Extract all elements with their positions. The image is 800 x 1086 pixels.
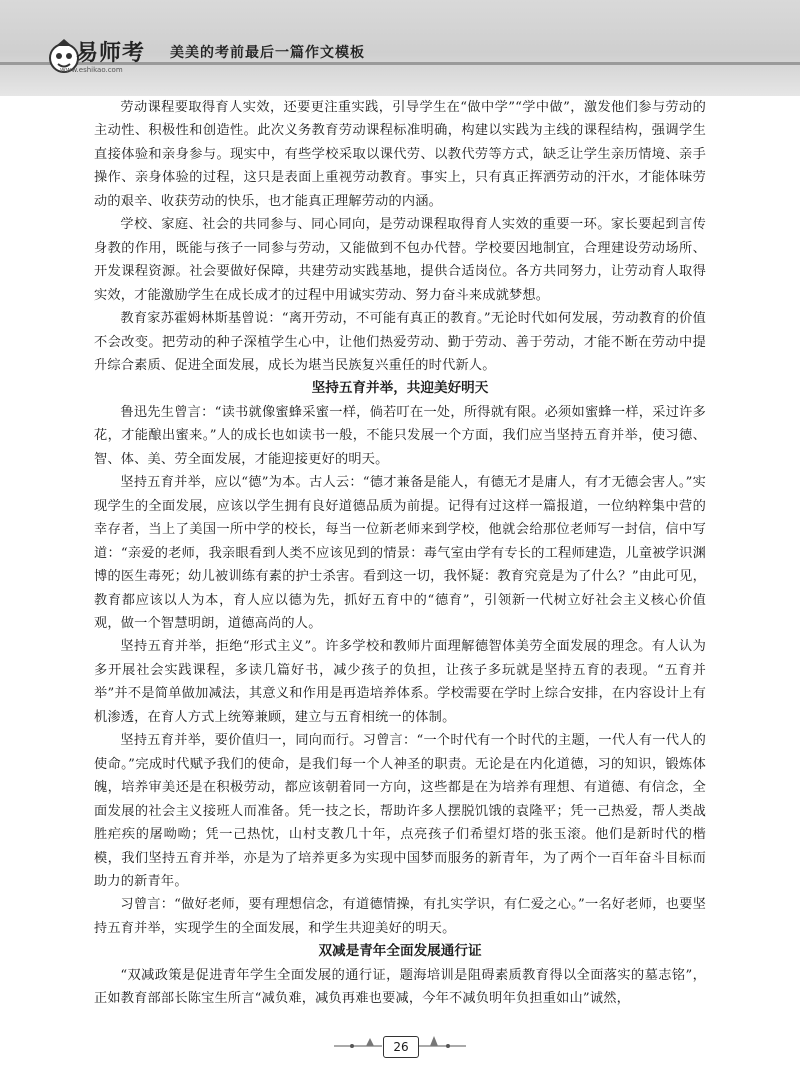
header-title: 美美的考前最后一篇作文模板	[170, 45, 365, 61]
paragraph: 坚持五育并举，要价值归一，同向而行。习曾言：“一个时代有一个时代的主题，一代人有一代人的使命。”完成时代赋予我们的使命，是我们每一个人神圣的职责。无论是在内化道德，习的知识，锻炼体魄，培养审美还是在积极劳动，都应该朝着同一方向，这些都是在为培养有理想、有道德、有信念，全面发展的社会主义接班人而准备。凭一技之长，帮助许多人摆脱饥饿的袁隆平；凭一己热爱，帮人类战胜疟疾的屠呦呦；凭一己热忱，山村支教几十年，点亮孩子们希望灯塔的张玉滚。他们是新时代的楷模，我们坚持五育并举，亦是为了培养更多为实现中国梦而服务的新青年，为了两个一百年奋斗目标而助力的新青年。	[94, 733, 706, 889]
page-header	[0, 0, 800, 96]
paragraph: 教育家苏霍姆林斯基曾说：“离开劳动，不可能有真正的教育。”无论时代如何发展，劳动教育的价值不会改变。把劳动的种子深植学生心中，让他们热爱劳动、勤于劳动、善于劳动，才能不断在劳动中提升综合素质、促进全面发展，成长为堪当民族复兴重任的时代新人。	[94, 311, 706, 373]
section-heading: 双减是青年全面发展通行证	[318, 943, 482, 960]
paragraph: 习曾言：“做好老师，要有理想信念，有道德情操，有扎实学识，有仁爱之心。”一名好老师，也要坚持五育并举，实现学生的全面发展，和学生共迎美好的明天。	[94, 897, 706, 936]
paragraph: 劳动课程要取得育人实效，还要更注重实践，引导学生在“做中学”“学中做”，激发他们参与劳动的主动性、积极性和创造性。此次义务教育劳动课程标准明确，构建以实践为主线的课程结构，强调学生直接体验和亲身参与。现实中，有些学校采取以课代劳、以教代劳等方式，缺乏让学生亲历情境、亲手操作、亲身体验的过程，这只是表面上重视劳动教育。事实上，只有真正挥洒劳动的汗水，才能体味劳动的艰辛、收获劳动的快乐，也才能真正理解劳动的内涵。	[94, 100, 706, 209]
article-body	[94, 96, 706, 1011]
paragraph: 坚持五育并举，应以“德”为本。古人云：“德才兼备是能人，有德无才是庸人，有才无德会害人。”实现学生的全面发展，应该以学生拥有良好道德品质为前提。记得有过这样一篇报道，一位纳粹集中营的幸存者，当上了美国一所中学的校长，每当一位新老师来到学校，他就会给那位老师写一封信，信中写道：“亲爱的老师，我亲眼看到人类不应该见到的情景：毒气室由学有专长的工程师建造，儿童被学识渊博的医生毒死；幼儿被训练有素的护士杀害。看到这一切，我怀疑：教育究竟是为了什么？”由此可见，教育都应该以人为本，育人应以德为先，抓好五育中的“德育”，引领新一代树立好社会主义核心价值观，做一个智慧明朗，道德高尚的人。	[94, 475, 706, 631]
paragraph: 鲁迅先生曾言：“读书就像蜜蜂采蜜一样，倘若叮在一处，所得就有限。必须如蜜蜂一样，采过许多花，才能酿出蜜来。”人的成长也如读书一般，不能只发展一个方面，我们应当坚持五育并举，使习德、智、体、美、劳全面发展，才能迎接更好的明天。	[94, 404, 706, 467]
page-number: 26	[383, 1036, 419, 1058]
paragraph: 学校、家庭、社会的共同参与、同心同向，是劳动课程取得育人实效的重要一环。家长要起到言传身教的作用，既能与孩子一同参与劳动，又能做到不包办代替。学校要因地制宜，合理建设劳动场所、开发课程资源。社会要做好保障，共建劳动实践基地，提供合适岗位。各方共同努力，让劳动育人取得实效，才能激励学生在成长成才的过程中用诚实劳动、努力奋斗来成就梦想。	[94, 217, 706, 303]
paragraph: 坚持五育并举，拒绝“形式主义”。许多学校和教师片面理解德智体美劳全面发展的理念。有人认为多开展社会实践课程，多读几篇好书，减少孩子的负担，让孩子多玩就是坚持五育的表现。“五育并举”并不是简单做加减法，其意义和作用是再造培养体系。学校需要在学时上综合安排，在内容设计上有机渗透，在育人方式上统筹兼顾，建立与五育相统一的体制。	[94, 639, 706, 725]
section-heading: 坚持五育并举，共迎美好明天	[311, 380, 489, 397]
paragraph: “双减政策是促进青年学生全面发展的通行证，题海培训是阻碍素质教育得以全面落实的墓志铭”，正如教育部部长陈宝生所言“减负难，减负再难也要减，今年不减负明年负担重如山”诚然，	[94, 967, 706, 1007]
brand-name: 易师考	[76, 41, 146, 66]
brand-url: www.eshikao.com	[60, 66, 123, 74]
